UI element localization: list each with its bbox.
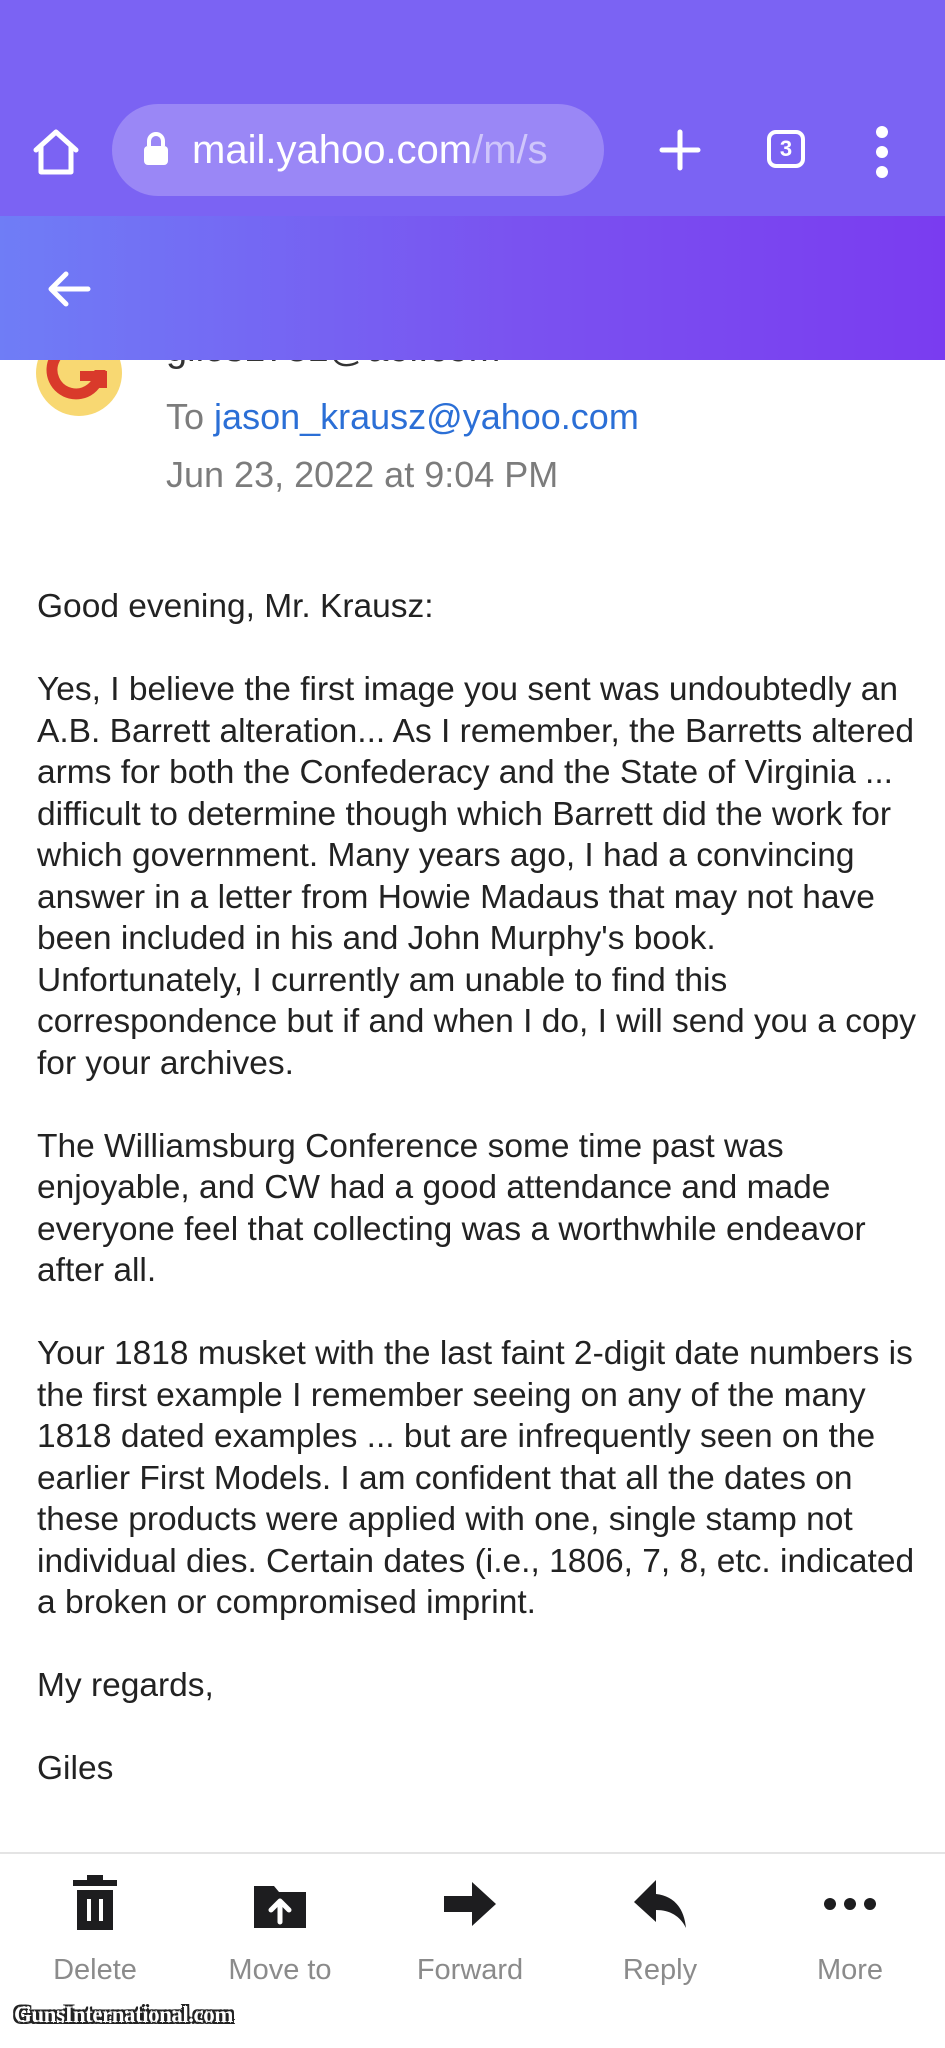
email-paragraph: Good evening, Mr. Krausz: (37, 588, 434, 625)
email-body (37, 586, 917, 1831)
mail-header (0, 216, 945, 360)
email-paragraph: Yes, I believe the first image you sent was undoubtedly an A.B. Barrett alteration... As I remember, the Barretts altered arms for both the Confederacy and the State of Virginia ... difficult to determine though which Barrett did the work for which government. Many years ago, I had a convincing answer in a letter from Howie Madaus that may not have been included in his and John Murphy's book. Unfortunately, I currently am unable to find this correspondence but if and when I do, I will send you a copy for your archives. (37, 671, 916, 1082)
email-date: Jun 23, 2022 at 9:04 PM (166, 454, 559, 495)
url-path: /m/s (472, 128, 548, 172)
browser-toolbar (0, 0, 945, 216)
email-paragraph: Giles (37, 1750, 114, 1787)
delete-button[interactable] (0, 1854, 190, 1996)
delete-label: Delete (53, 1954, 137, 1986)
to-label: To (166, 396, 205, 437)
address-bar[interactable] (112, 104, 604, 196)
forward-arrow-icon (440, 1874, 500, 1934)
home-icon[interactable] (30, 126, 82, 178)
more-vert-icon[interactable] (872, 124, 892, 180)
reply-button[interactable] (565, 1854, 755, 1996)
trash-icon (65, 1874, 125, 1934)
back-arrow-icon[interactable] (44, 264, 94, 314)
new-tab-icon[interactable] (656, 126, 704, 174)
lock-icon (142, 132, 170, 166)
email-paragraph: Your 1818 musket with the last faint 2-digit date numbers is the first example I remember seeing on any of the many 1818 dated examples ... but are infrequently seen on the earlier First Models. I am confident that all the dates on these products were applied with one, single stamp not individual dies. Certain dates (i.e., 1806, 7, 8, etc. indicated a broken or compromised imprint. (37, 1335, 915, 1621)
url-host: mail.yahoo.com (192, 128, 473, 172)
watermark: GunsInternational.com (14, 2002, 233, 2027)
recipient-address[interactable]: jason_krausz@yahoo.com (214, 396, 639, 437)
email-paragraph: The Williamsburg Conference some time past was enjoyable, and CW had a good attendance and made everyone feel that collecting was a worthwhile endeavor after all. (37, 1127, 866, 1289)
action-bar (0, 1852, 945, 1996)
more-label: More (816, 1954, 884, 1986)
more-button[interactable] (755, 1854, 945, 1996)
folder-move-icon (250, 1874, 310, 1934)
reply-label: Reply (622, 1954, 698, 1986)
email-paragraph: My regards, (37, 1667, 214, 1704)
url-text (192, 124, 592, 176)
move-to-button[interactable] (185, 1854, 375, 1996)
more-horiz-icon (820, 1874, 880, 1934)
move-to-label: Move to (228, 1954, 332, 1986)
forward-button[interactable] (375, 1854, 565, 1996)
recipient-line (166, 396, 639, 438)
tab-count-button[interactable]: 3 (767, 130, 805, 168)
reply-arrow-icon (630, 1874, 690, 1934)
forward-label: Forward (416, 1954, 524, 1986)
